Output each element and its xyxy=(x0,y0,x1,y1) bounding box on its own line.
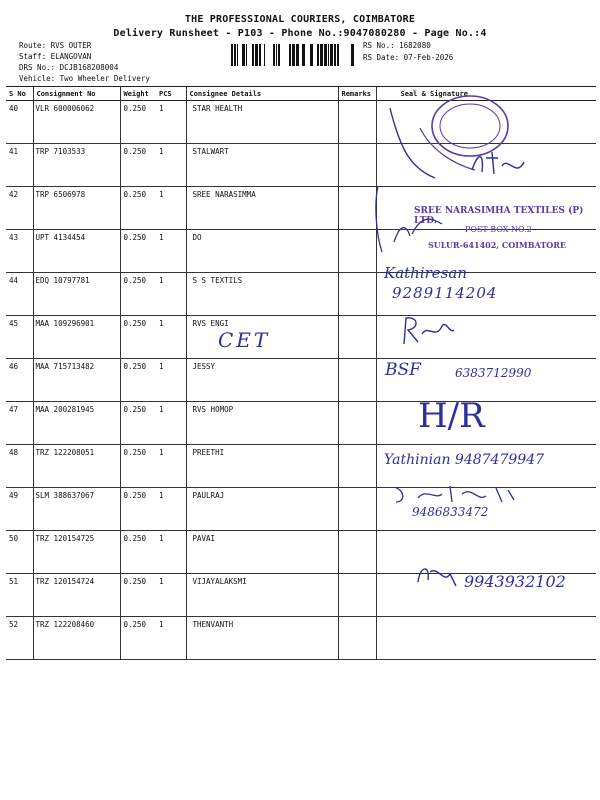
col-consignee-header: Consignee Details xyxy=(186,87,338,101)
company-stamp-line3: SULUR-641402, COIMBATORE xyxy=(428,240,566,250)
barcode-bar xyxy=(278,44,280,66)
pcs-cell: 1 xyxy=(156,230,186,273)
barcode-bar xyxy=(334,44,336,66)
barcode-bar xyxy=(317,44,319,66)
sno-cell: 48 xyxy=(6,445,33,488)
sno-cell: 42 xyxy=(6,187,33,230)
weight-cell: 0.250 xyxy=(120,187,156,230)
barcode-image xyxy=(231,44,355,66)
consignee-cell: RVS HOMOP xyxy=(186,402,338,445)
vehicle-label: Vehicle: Two Wheeler Delivery xyxy=(19,74,150,83)
barcode-bar xyxy=(234,44,236,66)
consignee-cell: DO xyxy=(186,230,338,273)
barcode-bar xyxy=(276,44,277,66)
signature-row48: Yathinian 9487479947 xyxy=(384,452,545,468)
barcode-bar xyxy=(328,44,329,66)
weight-cell: 0.250 xyxy=(120,531,156,574)
barcode-bar xyxy=(292,44,295,66)
consignment-cell: TRZ 122208051 xyxy=(33,445,120,488)
signature-cell xyxy=(376,101,596,144)
barcode-bar xyxy=(296,44,299,66)
weight-cell: 0.250 xyxy=(120,316,156,359)
table-row xyxy=(6,101,596,144)
pcs-cell: 1 xyxy=(156,316,186,359)
barcode-bar xyxy=(330,44,333,66)
remarks-cell xyxy=(338,445,376,488)
company-name: THE PROFESSIONAL COURIERS, COIMBATORE xyxy=(184,14,416,25)
sno-cell: 40 xyxy=(6,101,33,144)
consignment-cell: UPT 4134454 xyxy=(33,230,120,273)
table-row xyxy=(6,359,596,402)
table-row xyxy=(6,402,596,445)
signature-cell xyxy=(376,316,596,359)
table-row xyxy=(6,230,596,273)
weight-cell: 0.250 xyxy=(120,230,156,273)
weight-cell: 0.250 xyxy=(120,359,156,402)
rs-date: RS Date: 07-Feb-2026 xyxy=(363,53,454,62)
consignee-cell: THENVANTH xyxy=(186,617,338,660)
consignee-cell: JESSY xyxy=(186,359,338,402)
signature-cell xyxy=(376,617,596,660)
barcode-bar xyxy=(310,44,313,66)
remarks-cell xyxy=(338,273,376,316)
pcs-cell: 1 xyxy=(156,187,186,230)
consignment-cell: EDQ 10797781 xyxy=(33,273,120,316)
remarks-cell xyxy=(338,531,376,574)
consignee-cell: RVS ENGI xyxy=(186,316,338,359)
drs-number: DRS No.: DCJB168208004 xyxy=(19,63,119,72)
consignee-cell: STAR HEALTH xyxy=(186,101,338,144)
pcs-cell: 1 xyxy=(156,402,186,445)
sno-cell: 45 xyxy=(6,316,33,359)
table-row xyxy=(6,273,596,316)
sno-cell: 46 xyxy=(6,359,33,402)
consignment-cell: MAA 109296901 xyxy=(33,316,120,359)
signature-row44-name: Kathiresan xyxy=(384,264,467,282)
table-header-row xyxy=(6,87,596,101)
remarks-cell xyxy=(338,316,376,359)
pcs-cell: 1 xyxy=(156,359,186,402)
signature-row49-phone: 9486833472 xyxy=(412,505,489,519)
barcode-bar xyxy=(237,44,238,66)
company-stamp-line2: POST BOX NO.2 xyxy=(465,225,532,234)
sno-cell: 51 xyxy=(6,574,33,617)
weight-cell: 0.250 xyxy=(120,617,156,660)
consignment-cell: TRP 7103533 xyxy=(33,144,120,187)
remarks-cell xyxy=(338,230,376,273)
barcode-bar xyxy=(252,44,254,66)
pcs-cell: 1 xyxy=(156,445,186,488)
table-row xyxy=(6,144,596,187)
consignee-cell: PREETHI xyxy=(186,445,338,488)
sno-cell: 41 xyxy=(6,144,33,187)
consignment-cell: TRP 6506978 xyxy=(33,187,120,230)
barcode-bar xyxy=(246,44,247,66)
col-consignment-header: Consignment No xyxy=(33,87,120,101)
consignment-cell: MAA 715713482 xyxy=(33,359,120,402)
weight-cell: 0.250 xyxy=(120,445,156,488)
signature-row44-phone: 9289114204 xyxy=(392,284,498,302)
remarks-cell xyxy=(338,574,376,617)
signature-cell xyxy=(376,144,596,187)
remarks-cell xyxy=(338,488,376,531)
consignment-cell: MAA 200281945 xyxy=(33,402,120,445)
consignment-cell: TRZ 120154725 xyxy=(33,531,120,574)
col-signature-header: Seal & Signature xyxy=(376,87,596,101)
runsheet-subtitle: Delivery Runsheet - P103 - Phone No.:9047080280 - Page No.:4 xyxy=(113,28,487,39)
sno-cell: 49 xyxy=(6,488,33,531)
barcode-bar xyxy=(259,44,261,66)
consignee-cell: SREE NARASIMMA xyxy=(186,187,338,230)
table-row xyxy=(6,488,596,531)
barcode-bar xyxy=(351,44,354,66)
weight-cell: 0.250 xyxy=(120,144,156,187)
barcode-bar xyxy=(242,44,245,66)
consignee-cell: PAULRAJ xyxy=(186,488,338,531)
barcode-bar xyxy=(320,44,323,66)
signature-cell xyxy=(376,402,596,445)
pcs-cell: 1 xyxy=(156,273,186,316)
pcs-cell: 1 xyxy=(156,574,186,617)
col-pcs-header: PCS xyxy=(156,87,186,101)
pcs-cell: 1 xyxy=(156,101,186,144)
remark-row45: CET xyxy=(218,328,271,352)
remarks-cell xyxy=(338,144,376,187)
route-label: Route: RVS OUTER xyxy=(19,41,92,50)
signature-row51-phone: 9943932102 xyxy=(464,572,566,591)
col-weight-header: Weight xyxy=(120,87,156,101)
signature-row47: H/R xyxy=(418,396,485,436)
weight-cell: 0.250 xyxy=(120,402,156,445)
consignee-cell: STALWART xyxy=(186,144,338,187)
sno-cell: 44 xyxy=(6,273,33,316)
weight-cell: 0.250 xyxy=(120,488,156,531)
barcode-bar xyxy=(302,44,305,66)
col-remarks-header: Remarks xyxy=(338,87,376,101)
barcode-bar xyxy=(324,44,327,66)
consignee-cell: S S TEXTILS xyxy=(186,273,338,316)
company-stamp-line1: SREE NARASIMHA TEXTILES (P) LTD. xyxy=(414,206,584,226)
barcode-bar xyxy=(289,44,291,66)
pcs-cell: 1 xyxy=(156,488,186,531)
remarks-cell xyxy=(338,617,376,660)
consignee-cell: VIJAYALAKSMI xyxy=(186,574,338,617)
barcode-bar xyxy=(255,44,258,66)
barcode-bar xyxy=(264,44,265,66)
consignment-cell: TRZ 122208460 xyxy=(33,617,120,660)
consignment-cell: SLM 388637067 xyxy=(33,488,120,531)
barcode-bar xyxy=(231,44,233,66)
sno-cell: 43 xyxy=(6,230,33,273)
pcs-cell: 1 xyxy=(156,144,186,187)
signature-cell xyxy=(376,531,596,574)
remarks-cell xyxy=(338,187,376,230)
sno-cell: 52 xyxy=(6,617,33,660)
sno-cell: 50 xyxy=(6,531,33,574)
pcs-cell: 1 xyxy=(156,617,186,660)
weight-cell: 0.250 xyxy=(120,101,156,144)
col-sno-header: S No xyxy=(6,87,33,101)
remarks-cell xyxy=(338,359,376,402)
sno-cell: 47 xyxy=(6,402,33,445)
staff-label: Staff: ELANGOVAN xyxy=(19,52,92,61)
weight-cell: 0.250 xyxy=(120,574,156,617)
consignment-cell: TRZ 120154724 xyxy=(33,574,120,617)
barcode-bar xyxy=(273,44,275,66)
table-row xyxy=(6,316,596,359)
signature-row46: BSF xyxy=(385,360,421,380)
table-row xyxy=(6,617,596,660)
rs-number: RS No.: 1682080 xyxy=(363,41,431,50)
table-row xyxy=(6,531,596,574)
consignee-cell: PAVAI xyxy=(186,531,338,574)
barcode-bar xyxy=(337,44,339,66)
weight-cell: 0.250 xyxy=(120,273,156,316)
signature-row46-phone: 6383712990 xyxy=(455,366,532,380)
remarks-cell xyxy=(338,101,376,144)
consignment-cell: VLR 600006062 xyxy=(33,101,120,144)
remarks-cell xyxy=(338,402,376,445)
pcs-cell: 1 xyxy=(156,531,186,574)
